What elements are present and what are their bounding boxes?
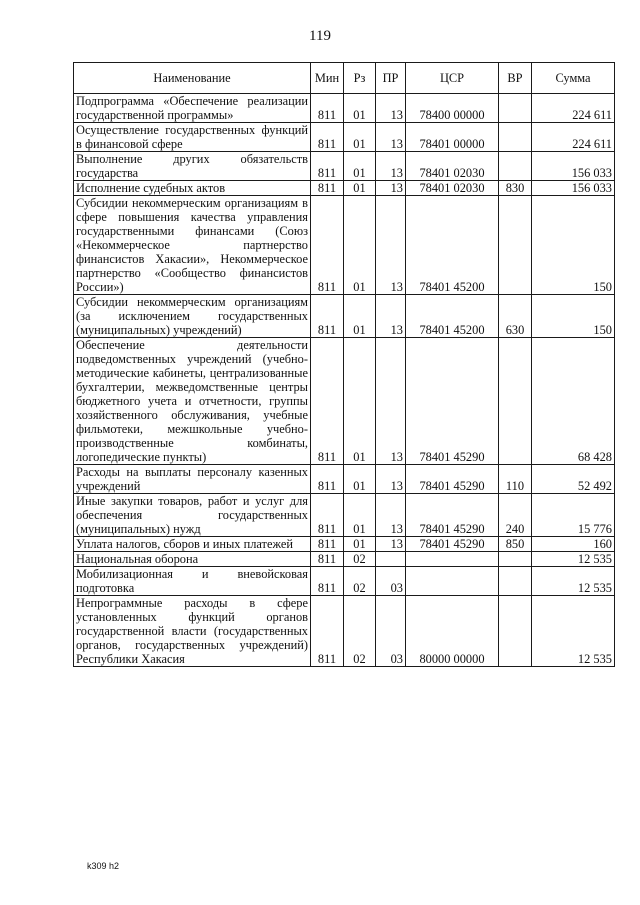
cell-min: 811 [311, 338, 344, 465]
header-sum: Сумма [532, 63, 615, 94]
cell-rz: 01 [344, 494, 376, 537]
cell-pr: 13 [376, 537, 406, 552]
cell-csr [406, 552, 499, 567]
table-row [74, 552, 615, 567]
cell-csr: 78401 02030 [406, 152, 499, 181]
cell-name: Обеспечение деятельности подведомственных учреждений (учебно-методические кабинеты, централизованные бухгалтерии, межведомственные центры бюджетного учета и отчетности, группы хозяйственного обслуживания, учебные фильмотеки, межшкольные учебно-производственные комбинаты, логопедические пункты) [74, 338, 311, 465]
cell-sum: 150 [532, 295, 615, 338]
cell-pr: 13 [376, 295, 406, 338]
table-row [74, 567, 615, 596]
cell-sum: 160 [532, 537, 615, 552]
cell-vr [499, 152, 532, 181]
cell-vr: 240 [499, 494, 532, 537]
cell-sum: 150 [532, 196, 615, 295]
cell-vr [499, 94, 532, 123]
cell-min: 811 [311, 537, 344, 552]
cell-rz: 01 [344, 338, 376, 465]
cell-pr: 13 [376, 123, 406, 152]
cell-name: Субсидии некоммерческим организациям (за исключением государственных (муниципальных) учреждений) [74, 295, 311, 338]
cell-csr: 78401 45200 [406, 196, 499, 295]
cell-vr [499, 196, 532, 295]
cell-vr [499, 552, 532, 567]
cell-min: 811 [311, 152, 344, 181]
cell-vr: 110 [499, 465, 532, 494]
cell-name: Подпрограмма «Обеспечение реализации государственной программы» [74, 94, 311, 123]
cell-pr: 03 [376, 596, 406, 667]
cell-rz: 02 [344, 567, 376, 596]
cell-vr: 830 [499, 181, 532, 196]
cell-pr: 13 [376, 196, 406, 295]
cell-csr [406, 567, 499, 596]
table-row [74, 338, 615, 465]
cell-min: 811 [311, 552, 344, 567]
header-rz: Рз [344, 63, 376, 94]
cell-sum: 12 535 [532, 596, 615, 667]
cell-sum: 224 611 [532, 123, 615, 152]
cell-name: Уплата налогов, сборов и иных платежей [74, 537, 311, 552]
cell-csr: 78401 45290 [406, 537, 499, 552]
cell-min: 811 [311, 181, 344, 196]
table-row [74, 181, 615, 196]
cell-csr: 78401 45290 [406, 465, 499, 494]
cell-pr: 13 [376, 338, 406, 465]
cell-pr: 13 [376, 181, 406, 196]
table-header-row [74, 63, 615, 94]
cell-min: 811 [311, 123, 344, 152]
cell-rz: 02 [344, 596, 376, 667]
header-min: Мин [311, 63, 344, 94]
cell-name: Иные закупки товаров, работ и услуг для обеспечения государственных (муниципальных) нужд [74, 494, 311, 537]
budget-table [73, 62, 615, 667]
cell-vr: 850 [499, 537, 532, 552]
cell-sum: 156 033 [532, 181, 615, 196]
cell-rz: 01 [344, 123, 376, 152]
table-row [74, 123, 615, 152]
cell-min: 811 [311, 567, 344, 596]
cell-pr: 13 [376, 494, 406, 537]
cell-min: 811 [311, 494, 344, 537]
cell-sum: 156 033 [532, 152, 615, 181]
page-number: 119 [309, 28, 331, 44]
cell-pr: 13 [376, 94, 406, 123]
cell-csr: 78401 02030 [406, 181, 499, 196]
footer-code: k309 h2 [87, 861, 120, 871]
header-csr: ЦСР [406, 63, 499, 94]
cell-min: 811 [311, 465, 344, 494]
table-row [74, 196, 615, 295]
header-pr: ПР [376, 63, 406, 94]
cell-min: 811 [311, 196, 344, 295]
cell-sum: 52 492 [532, 465, 615, 494]
cell-csr: 78401 45290 [406, 338, 499, 465]
table-row [74, 152, 615, 181]
cell-name: Национальная оборона [74, 552, 311, 567]
cell-rz: 01 [344, 295, 376, 338]
cell-vr [499, 567, 532, 596]
cell-sum: 12 535 [532, 567, 615, 596]
table-row [74, 596, 615, 667]
header-name: Наименование [74, 63, 311, 94]
cell-sum: 224 611 [532, 94, 615, 123]
cell-pr [376, 552, 406, 567]
cell-sum: 12 535 [532, 552, 615, 567]
cell-pr: 13 [376, 152, 406, 181]
cell-name: Непрограммные расходы в сфере установленных функций органов государственной власти (государственных органов, государственных учреждений) Республики Хакасия [74, 596, 311, 667]
cell-rz: 01 [344, 465, 376, 494]
cell-csr: 78401 45290 [406, 494, 499, 537]
cell-name: Осуществление государственных функций в финансовой сфере [74, 123, 311, 152]
cell-min: 811 [311, 295, 344, 338]
cell-rz: 02 [344, 552, 376, 567]
cell-rz: 01 [344, 181, 376, 196]
cell-pr: 03 [376, 567, 406, 596]
cell-min: 811 [311, 596, 344, 667]
cell-csr: 78400 00000 [406, 94, 499, 123]
cell-vr [499, 338, 532, 465]
cell-vr [499, 596, 532, 667]
cell-csr: 78401 00000 [406, 123, 499, 152]
table-row [74, 494, 615, 537]
cell-rz: 01 [344, 152, 376, 181]
cell-name: Расходы на выплаты персоналу казенных учреждений [74, 465, 311, 494]
cell-sum: 15 776 [532, 494, 615, 537]
cell-pr: 13 [376, 465, 406, 494]
table-row [74, 94, 615, 123]
cell-rz: 01 [344, 94, 376, 123]
cell-name: Выполнение других обязательств государства [74, 152, 311, 181]
cell-sum: 68 428 [532, 338, 615, 465]
header-vr: ВР [499, 63, 532, 94]
table-row [74, 295, 615, 338]
table-row [74, 537, 615, 552]
cell-vr [499, 123, 532, 152]
table-row [74, 465, 615, 494]
cell-csr: 80000 00000 [406, 596, 499, 667]
cell-name: Субсидии некоммерческим организациям в сфере повышения качества управления государственными финансами (Союз «Некоммерческое партнерство финансистов Хакасии», Некоммерческое партнерство «Сообщество финансистов России») [74, 196, 311, 295]
cell-rz: 01 [344, 196, 376, 295]
cell-min: 811 [311, 94, 344, 123]
cell-rz: 01 [344, 537, 376, 552]
cell-name: Исполнение судебных актов [74, 181, 311, 196]
cell-vr: 630 [499, 295, 532, 338]
cell-csr: 78401 45200 [406, 295, 499, 338]
cell-name: Мобилизационная и вневойсковая подготовка [74, 567, 311, 596]
